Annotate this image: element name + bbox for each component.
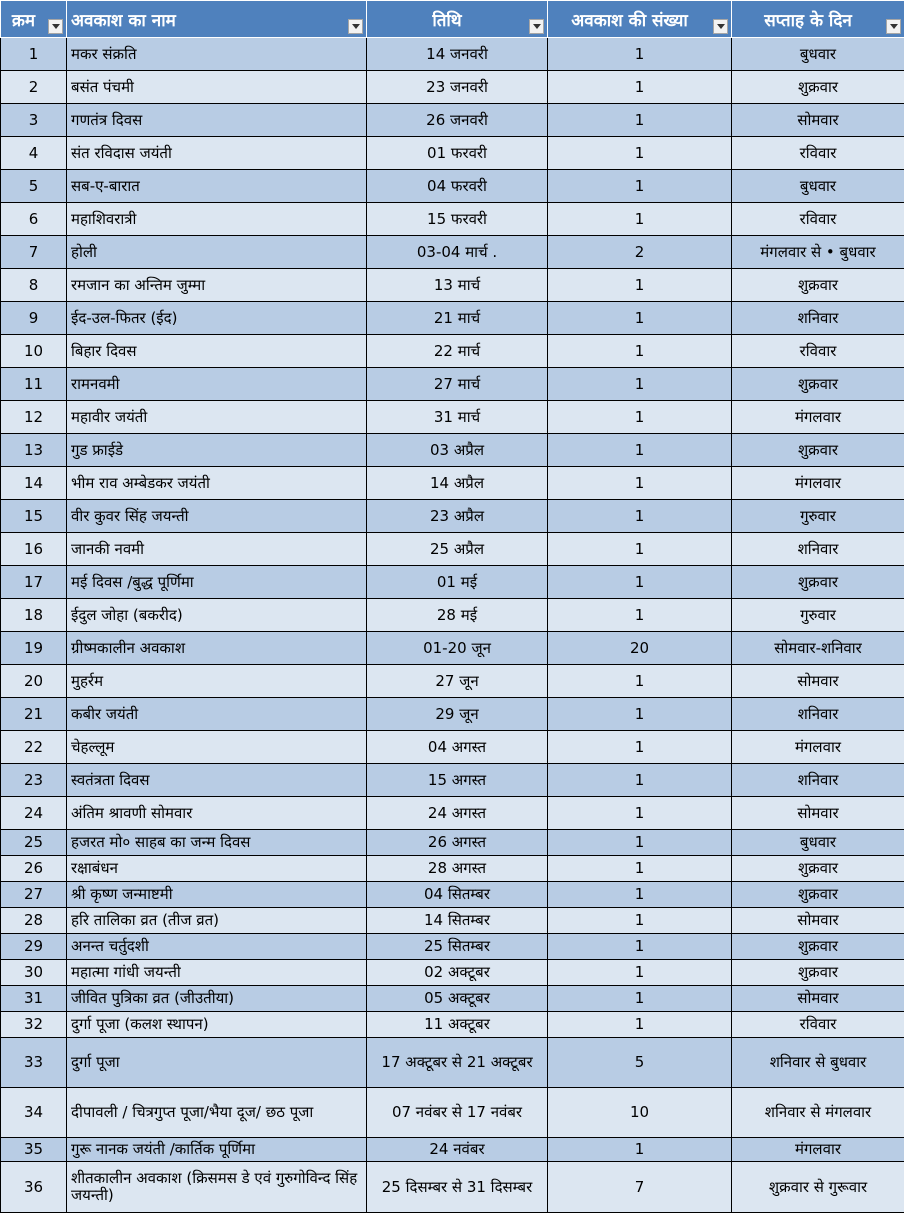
- holiday-name-cell[interactable]: हजरत मो० साहब का जन्म दिवस: [67, 830, 367, 856]
- count-cell[interactable]: 1: [548, 698, 732, 731]
- date-cell[interactable]: 28 अगस्त: [367, 856, 548, 882]
- table-row: [1, 856, 904, 882]
- count-cell[interactable]: 1: [548, 269, 732, 302]
- date-cell[interactable]: 14 अप्रैल: [367, 467, 548, 500]
- serial-header: [1, 1, 67, 38]
- weekday-header: [732, 1, 904, 38]
- date-cell[interactable]: 11 अक्टूबर: [367, 1012, 548, 1038]
- date-cell[interactable]: 27 जून: [367, 665, 548, 698]
- date-cell[interactable]: 04 सितम्बर: [367, 882, 548, 908]
- weekday-cell[interactable]: शनिवार: [732, 764, 904, 797]
- date-header-label: तिथि: [432, 10, 462, 31]
- date-cell[interactable]: 17 अक्टूबर से 21 अक्टूबर: [367, 1038, 548, 1088]
- count-cell[interactable]: 20: [548, 632, 732, 665]
- count-cell[interactable]: 1: [548, 170, 732, 203]
- holiday-name-cell[interactable]: महात्मा गांधी जयन्ती: [67, 960, 367, 986]
- holiday-name-cell[interactable]: दुर्गा पूजा: [67, 1038, 367, 1088]
- count-header: [548, 1, 732, 38]
- holiday-name-cell[interactable]: गणतंत्र दिवस: [67, 104, 367, 137]
- serial-cell[interactable]: 22: [1, 731, 67, 764]
- weekday-cell[interactable]: शनिवार: [732, 302, 904, 335]
- count-cell[interactable]: 1: [548, 302, 732, 335]
- table-row: [1, 434, 904, 467]
- table-row: [1, 830, 904, 856]
- date-cell[interactable]: 22 मार्च: [367, 335, 548, 368]
- weekday-cell[interactable]: मंगलवार: [732, 401, 904, 434]
- holiday-name-cell[interactable]: चेहल्लूम: [67, 731, 367, 764]
- serial-cell[interactable]: 4: [1, 137, 67, 170]
- table-row: [1, 934, 904, 960]
- count-cell[interactable]: 10: [548, 1088, 732, 1138]
- date-cell[interactable]: 04 फरवरी: [367, 170, 548, 203]
- weekday-cell[interactable]: सोमवार: [732, 797, 904, 830]
- weekday-cell[interactable]: सोमवार: [732, 665, 904, 698]
- date-cell[interactable]: 01 फरवरी: [367, 137, 548, 170]
- holiday-name-cell[interactable]: मई दिवस /बुद्ध पूर्णिमा: [67, 566, 367, 599]
- count-cell[interactable]: 1: [548, 104, 732, 137]
- date-cell[interactable]: 21 मार्च: [367, 302, 548, 335]
- count-cell[interactable]: 1: [548, 71, 732, 104]
- serial-cell[interactable]: 11: [1, 368, 67, 401]
- date-cell[interactable]: 03 अप्रैल: [367, 434, 548, 467]
- count-cell[interactable]: 1: [548, 434, 732, 467]
- weekday-cell[interactable]: शनिवार: [732, 698, 904, 731]
- table-row: [1, 467, 904, 500]
- serial-cell[interactable]: 19: [1, 632, 67, 665]
- date-cell[interactable]: 15 फरवरी: [367, 203, 548, 236]
- serial-cell[interactable]: 15: [1, 500, 67, 533]
- serial-cell[interactable]: 6: [1, 203, 67, 236]
- serial-cell[interactable]: 31: [1, 986, 67, 1012]
- count-cell[interactable]: 1: [548, 467, 732, 500]
- serial-cell[interactable]: 21: [1, 698, 67, 731]
- holiday-name-cell[interactable]: ग्रीष्मकालीन अवकाश: [67, 632, 367, 665]
- count-cell[interactable]: 1: [548, 882, 732, 908]
- weekday-cell[interactable]: शुक्रवार: [732, 71, 904, 104]
- holiday-name-cell[interactable]: होली: [67, 236, 367, 269]
- weekday-cell[interactable]: शुक्रवार: [732, 960, 904, 986]
- serial-cell[interactable]: 7: [1, 236, 67, 269]
- count-cell[interactable]: 1: [548, 500, 732, 533]
- table-row: [1, 1138, 904, 1162]
- table-row: [1, 764, 904, 797]
- count-cell[interactable]: 1: [548, 368, 732, 401]
- holiday-name-cell[interactable]: दीपावली / चित्रगुप्त पूजा/भैया दूज/ छठ पूजा: [67, 1088, 367, 1138]
- count-cell[interactable]: 1: [548, 830, 732, 856]
- holiday-name-cell[interactable]: बसंत पंचमी: [67, 71, 367, 104]
- holiday-name-cell[interactable]: दुर्गा पूजा (कलश स्थापन): [67, 1012, 367, 1038]
- table-row: [1, 500, 904, 533]
- serial-cell[interactable]: 1: [1, 38, 67, 71]
- serial-cell[interactable]: 27: [1, 882, 67, 908]
- filter-dropdown-icon[interactable]: [529, 19, 544, 34]
- table-row: [1, 731, 904, 764]
- serial-cell[interactable]: 28: [1, 908, 67, 934]
- holiday-name-cell[interactable]: ईदुल जोहा (बकरीद): [67, 599, 367, 632]
- date-cell[interactable]: 25 दिसम्बर से 31 दिसम्बर: [367, 1162, 548, 1213]
- count-cell[interactable]: 1: [548, 665, 732, 698]
- table-row: [1, 665, 904, 698]
- date-cell[interactable]: 31 मार्च: [367, 401, 548, 434]
- date-cell[interactable]: 01-20 जून: [367, 632, 548, 665]
- serial-cell[interactable]: 8: [1, 269, 67, 302]
- date-cell[interactable]: 07 नवंबर से 17 नवंबर: [367, 1088, 548, 1138]
- serial-cell[interactable]: 16: [1, 533, 67, 566]
- count-cell[interactable]: 1: [548, 335, 732, 368]
- holiday-name-cell[interactable]: महावीर जयंती: [67, 401, 367, 434]
- date-cell[interactable]: 05 अक्टूबर: [367, 986, 548, 1012]
- table-row: [1, 104, 904, 137]
- date-cell[interactable]: 15 अगस्त: [367, 764, 548, 797]
- holiday-name-cell[interactable]: कबीर जयंती: [67, 698, 367, 731]
- weekday-cell[interactable]: रविवार: [732, 137, 904, 170]
- weekday-cell[interactable]: शनिवार से मंगलवार: [732, 1088, 904, 1138]
- count-cell[interactable]: 1: [548, 856, 732, 882]
- count-cell[interactable]: 1: [548, 203, 732, 236]
- serial-cell[interactable]: 9: [1, 302, 67, 335]
- serial-cell[interactable]: 36: [1, 1162, 67, 1213]
- serial-cell[interactable]: 20: [1, 665, 67, 698]
- table-row: [1, 1162, 904, 1213]
- filter-dropdown-icon[interactable]: [48, 19, 63, 34]
- header-row: [1, 1, 904, 38]
- serial-cell[interactable]: 17: [1, 566, 67, 599]
- count-cell[interactable]: 1: [548, 401, 732, 434]
- count-cell[interactable]: 1: [548, 1012, 732, 1038]
- weekday-cell[interactable]: मंगलवार: [732, 731, 904, 764]
- table-row: [1, 908, 904, 934]
- table-row: [1, 1012, 904, 1038]
- weekday-cell[interactable]: मंगलवार: [732, 467, 904, 500]
- date-cell[interactable]: 24 नवंबर: [367, 1138, 548, 1162]
- date-cell[interactable]: 27 मार्च: [367, 368, 548, 401]
- date-header: [367, 1, 548, 38]
- serial-cell[interactable]: 23: [1, 764, 67, 797]
- table-row: [1, 401, 904, 434]
- holiday-name-cell[interactable]: रामनवमी: [67, 368, 367, 401]
- serial-cell[interactable]: 29: [1, 934, 67, 960]
- count-cell[interactable]: 1: [548, 533, 732, 566]
- filter-dropdown-icon[interactable]: [713, 19, 728, 34]
- holiday-name-cell[interactable]: संत रविदास जयंती: [67, 137, 367, 170]
- weekday-cell[interactable]: बुधवार: [732, 38, 904, 71]
- date-cell[interactable]: 14 सितम्बर: [367, 908, 548, 934]
- name-header: [67, 1, 367, 38]
- table-row: [1, 533, 904, 566]
- holiday-name-cell[interactable]: बिहार दिवस: [67, 335, 367, 368]
- weekday-cell[interactable]: गुरुवार: [732, 500, 904, 533]
- filter-dropdown-icon[interactable]: [886, 19, 901, 34]
- table-row: [1, 269, 904, 302]
- serial-cell[interactable]: 2: [1, 71, 67, 104]
- serial-cell[interactable]: 26: [1, 856, 67, 882]
- date-cell[interactable]: 03-04 मार्च .: [367, 236, 548, 269]
- holiday-name-cell[interactable]: महाशिवरात्री: [67, 203, 367, 236]
- table-row: [1, 203, 904, 236]
- holiday-name-cell[interactable]: सब-ए-बारात: [67, 170, 367, 203]
- table-row: [1, 797, 904, 830]
- count-cell[interactable]: 1: [548, 960, 732, 986]
- table-row: [1, 71, 904, 104]
- weekday-cell[interactable]: सोमवार: [732, 104, 904, 137]
- holiday-name-cell[interactable]: अनन्त चर्तुदशी: [67, 934, 367, 960]
- table-row: [1, 1088, 904, 1138]
- date-cell[interactable]: 04 अगस्त: [367, 731, 548, 764]
- weekday-cell[interactable]: सोमवार: [732, 986, 904, 1012]
- holiday-name-cell[interactable]: स्वतंत्रता दिवस: [67, 764, 367, 797]
- weekday-cell[interactable]: शनिवार: [732, 533, 904, 566]
- count-cell[interactable]: 1: [548, 599, 732, 632]
- holiday-name-cell[interactable]: जानकी नवमी: [67, 533, 367, 566]
- table-row: [1, 599, 904, 632]
- weekday-cell[interactable]: शुक्रवार: [732, 368, 904, 401]
- weekday-cell[interactable]: सोमवार-शनिवार: [732, 632, 904, 665]
- holiday-name-cell[interactable]: श्री कृष्ण जन्माष्टमी: [67, 882, 367, 908]
- count-cell[interactable]: 1: [548, 38, 732, 71]
- count-cell[interactable]: 1: [548, 764, 732, 797]
- weekday-cell[interactable]: शुक्रवार: [732, 934, 904, 960]
- date-cell[interactable]: 28 मई: [367, 599, 548, 632]
- date-cell[interactable]: 24 अगस्त: [367, 797, 548, 830]
- table-row: [1, 170, 904, 203]
- count-cell[interactable]: 1: [548, 797, 732, 830]
- holiday-name-cell[interactable]: अंतिम श्रावणी सोमवार: [67, 797, 367, 830]
- table-row: [1, 236, 904, 269]
- holiday-name-cell[interactable]: ईद-उल-फितर (ईद): [67, 302, 367, 335]
- weekday-cell[interactable]: रविवार: [732, 1012, 904, 1038]
- date-cell[interactable]: 26 जनवरी: [367, 104, 548, 137]
- serial-cell[interactable]: 24: [1, 797, 67, 830]
- table-row: [1, 986, 904, 1012]
- serial-cell[interactable]: 14: [1, 467, 67, 500]
- name-header-label: अवकाश का नाम: [71, 10, 176, 31]
- weekday-cell[interactable]: शुक्रवार से गुरूवार: [732, 1162, 904, 1213]
- weekday-cell[interactable]: रविवार: [732, 335, 904, 368]
- date-cell[interactable]: 01 मई: [367, 566, 548, 599]
- count-cell[interactable]: 1: [548, 986, 732, 1012]
- table-row: [1, 632, 904, 665]
- serial-cell[interactable]: 5: [1, 170, 67, 203]
- date-cell[interactable]: 23 अप्रैल: [367, 500, 548, 533]
- holiday-name-cell[interactable]: मुहर्रम: [67, 665, 367, 698]
- holiday-name-cell[interactable]: शीतकालीन अवकाश (क्रिसमस डे एवं गुरुगोविन्द सिंह जयन्ती): [67, 1162, 367, 1213]
- serial-cell[interactable]: 18: [1, 599, 67, 632]
- count-header-label: अवकाश की संख्या: [571, 10, 688, 31]
- serial-header-label: क्रम: [11, 10, 36, 31]
- filter-dropdown-icon[interactable]: [348, 19, 363, 34]
- count-cell[interactable]: 1: [548, 908, 732, 934]
- serial-cell[interactable]: 3: [1, 104, 67, 137]
- weekday-cell[interactable]: सोमवार: [732, 908, 904, 934]
- table-row: [1, 882, 904, 908]
- count-cell[interactable]: 5: [548, 1038, 732, 1088]
- weekday-cell[interactable]: शुक्रवार: [732, 269, 904, 302]
- serial-cell[interactable]: 33: [1, 1038, 67, 1088]
- serial-cell[interactable]: 32: [1, 1012, 67, 1038]
- date-cell[interactable]: 13 मार्च: [367, 269, 548, 302]
- count-cell[interactable]: 7: [548, 1162, 732, 1213]
- weekday-cell[interactable]: गुरुवार: [732, 599, 904, 632]
- weekday-cell[interactable]: रविवार: [732, 203, 904, 236]
- table-row: [1, 698, 904, 731]
- table-row: [1, 302, 904, 335]
- date-cell[interactable]: 25 सितम्बर: [367, 934, 548, 960]
- weekday-header-label: सप्ताह के दिन: [764, 10, 852, 31]
- table-row: [1, 38, 904, 71]
- weekday-cell[interactable]: शनिवार से बुधवार: [732, 1038, 904, 1088]
- table-row: [1, 960, 904, 986]
- count-cell[interactable]: 1: [548, 137, 732, 170]
- holiday-name-cell[interactable]: रक्षाबंधन: [67, 856, 367, 882]
- count-cell[interactable]: 1: [548, 566, 732, 599]
- count-cell[interactable]: 1: [548, 731, 732, 764]
- date-cell[interactable]: 26 अगस्त: [367, 830, 548, 856]
- holiday-name-cell[interactable]: जीवित पुत्रिका व्रत (जीउतीया): [67, 986, 367, 1012]
- weekday-cell[interactable]: मंगलवार से • बुधवार: [732, 236, 904, 269]
- serial-cell[interactable]: 34: [1, 1088, 67, 1138]
- date-cell[interactable]: 02 अक्टूबर: [367, 960, 548, 986]
- serial-cell[interactable]: 30: [1, 960, 67, 986]
- table-row: [1, 335, 904, 368]
- table-row: [1, 1038, 904, 1088]
- weekday-cell[interactable]: बुधवार: [732, 170, 904, 203]
- table-row: [1, 137, 904, 170]
- weekday-cell[interactable]: शुक्रवार: [732, 856, 904, 882]
- holiday-name-cell[interactable]: गुरू नानक जयंती /कार्तिक पूर्णिमा: [67, 1138, 367, 1162]
- serial-cell[interactable]: 10: [1, 335, 67, 368]
- table-row: [1, 368, 904, 401]
- holiday-name-cell[interactable]: गुड फ्राईडे: [67, 434, 367, 467]
- count-cell[interactable]: 1: [548, 934, 732, 960]
- date-cell[interactable]: 29 जून: [367, 698, 548, 731]
- holiday-name-cell[interactable]: वीर कुवर सिंह जयन्ती: [67, 500, 367, 533]
- serial-cell[interactable]: 25: [1, 830, 67, 856]
- count-cell[interactable]: 2: [548, 236, 732, 269]
- weekday-cell[interactable]: मंगलवार: [732, 1138, 904, 1162]
- weekday-cell[interactable]: शुक्रवार: [732, 882, 904, 908]
- count-cell[interactable]: 1: [548, 1138, 732, 1162]
- serial-cell[interactable]: 35: [1, 1138, 67, 1162]
- serial-cell[interactable]: 12: [1, 401, 67, 434]
- weekday-cell[interactable]: शुक्रवार: [732, 566, 904, 599]
- date-cell[interactable]: 23 जनवरी: [367, 71, 548, 104]
- weekday-cell[interactable]: शुक्रवार: [732, 434, 904, 467]
- holiday-name-cell[interactable]: हरि तालिका व्रत (तीज व्रत): [67, 908, 367, 934]
- weekday-cell[interactable]: बुधवार: [732, 830, 904, 856]
- serial-cell[interactable]: 13: [1, 434, 67, 467]
- holiday-name-cell[interactable]: रमजान का अन्तिम जुम्मा: [67, 269, 367, 302]
- holiday-name-cell[interactable]: भीम राव अम्बेडकर जयंती: [67, 467, 367, 500]
- holiday-name-cell[interactable]: मकर संक्रति: [67, 38, 367, 71]
- date-cell[interactable]: 14 जनवरी: [367, 38, 548, 71]
- table-row: [1, 566, 904, 599]
- date-cell[interactable]: 25 अप्रैल: [367, 533, 548, 566]
